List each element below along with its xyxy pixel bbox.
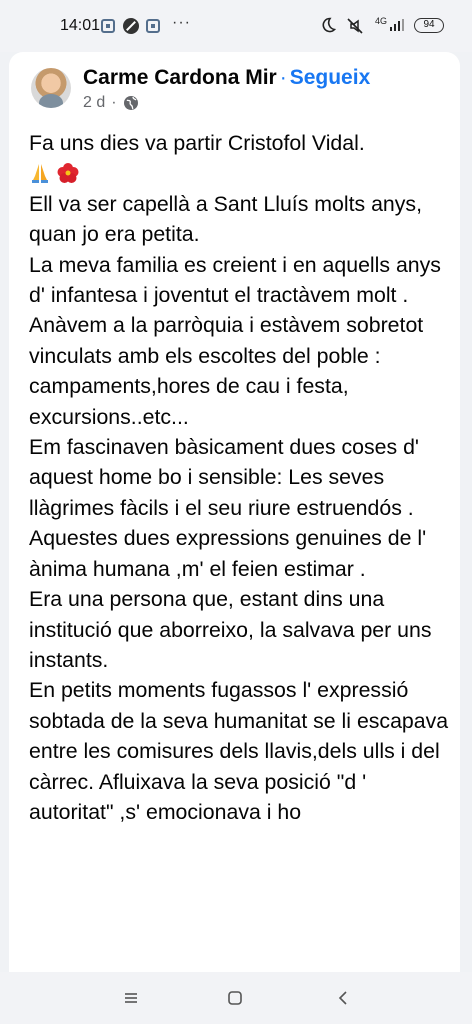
battery-indicator: 94 xyxy=(414,18,444,33)
system-navigation-bar xyxy=(0,972,472,1024)
post-paragraph: Era una persona que, estant dins una institució que aborreixo, la salvava per uns instants. xyxy=(29,587,432,672)
gallery-notification-icon-2 xyxy=(146,19,160,33)
post-paragraph: Fa uns dies va partir Cristofol Vidal. xyxy=(29,131,365,155)
emoji-line xyxy=(29,158,454,188)
post-paragraph: Ell va ser capellà a Sant Lluís molts anys, quan jo era petita. xyxy=(29,191,422,247)
network-type: 4G xyxy=(375,16,388,26)
status-time: 14:01 xyxy=(60,17,101,34)
post-header xyxy=(83,64,370,92)
post-body xyxy=(29,128,454,827)
author-name[interactable]: Carme Cardona Mir xyxy=(83,66,277,89)
meta-separator: · xyxy=(111,94,117,111)
post-card xyxy=(9,52,460,972)
back-icon[interactable] xyxy=(330,986,356,1010)
follow-button[interactable]: Segueix xyxy=(289,66,371,89)
menu-icon[interactable] xyxy=(118,986,144,1010)
folded-hands-icon xyxy=(29,162,51,184)
blocked-notification-icon xyxy=(123,18,139,34)
post-paragraph: En petits moments fugassos l' expressió sobtada de la seva humanitat se li escapava entre les comisures dels llavis,dels ulls i del càrrec. Afluixava la seva posició "d ' autoritat" ,s' emocionava i ho xyxy=(29,678,449,824)
header-separator: · xyxy=(279,66,287,89)
post-time[interactable]: 2 d xyxy=(83,94,106,111)
post-paragraph: Em fascinaven bàsicament dues coses d' aquest home bo i sensible: Les seves llàgrimes fàcils i el seu riure estruendós . Aquestes dues expressions genuines de l' ànima humana ,m' el feien estimar . xyxy=(29,435,427,581)
signal-icon xyxy=(390,19,404,31)
hibiscus-icon xyxy=(57,162,79,184)
gallery-notification-icon xyxy=(101,19,115,33)
mute-icon xyxy=(346,17,364,35)
post-paragraph: La meva familia es creient i en aquells anys d' infantesa i joventut el tractàvem molt . Anàvem a la parròquia i estàvem sobretot vinculats amb els escoltes del poble : campaments,hores de cau i festa, excursions..etc... xyxy=(29,252,441,429)
status-bar xyxy=(0,0,472,52)
do-not-disturb-icon xyxy=(320,17,336,33)
home-icon[interactable] xyxy=(222,986,248,1010)
globe-icon xyxy=(123,95,139,111)
more-notifications-icon: ··· xyxy=(172,14,191,31)
author-avatar[interactable] xyxy=(31,68,71,108)
post-meta xyxy=(83,94,139,112)
